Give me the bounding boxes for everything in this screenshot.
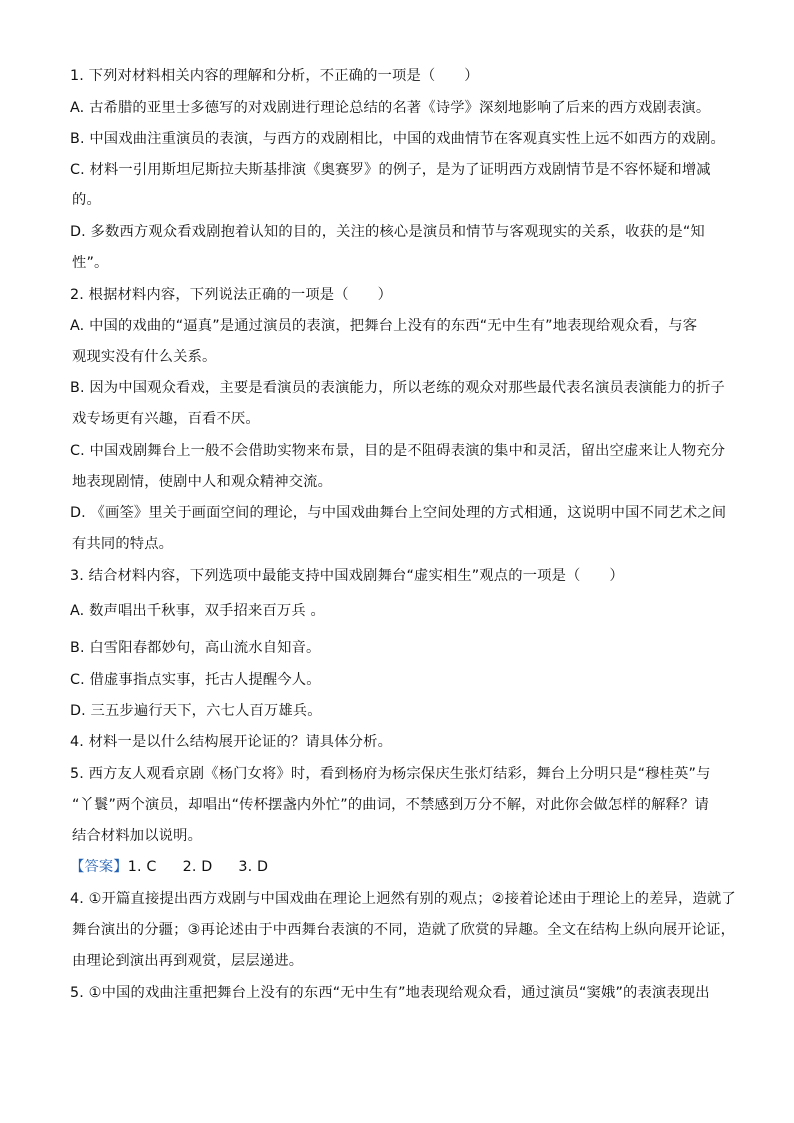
explanation-5-line-1: 5. ①中国的戏曲注重把舞台上没有的东西“无中生有”地表现给观众看，通过演员“窦娥”的表演表现出 xyxy=(70,985,710,1001)
explanation-4-line-3: 由理论到演出再到观赏，层层递进。 xyxy=(72,953,304,969)
question-3-stem: 3. 结合材料内容，下列选项中最能支持中国戏剧舞台“虚实相生”观点的一项是（ ） xyxy=(70,568,624,584)
question-1-option-c-cont: 的。 xyxy=(72,192,101,208)
question-5-stem-line-1: 5. 西方友人观看京剧《杨门女将》时，看到杨府为杨宗保庆生张灯结彩，舞台上分明只是“穆桂英”与 xyxy=(70,766,711,782)
question-5-stem-line-3: 结合材料加以说明。 xyxy=(72,828,203,844)
question-2-option-a: A. 中国的戏曲的“逼真”是通过演员的表演，把舞台上没有的东西“无中生有”地表现给观众看，与客 xyxy=(70,318,698,334)
answer-items xyxy=(128,859,294,875)
question-1-option-a: A. 古希腊的亚里士多德写的对戏剧进行理论总结的名著《诗学》深刻地影响了后来的西方戏剧表演。 xyxy=(70,100,711,116)
question-2-option-b-cont: 戏专场更有兴趣，百看不厌。 xyxy=(72,411,260,427)
question-4-stem: 4. 材料一是以什么结构展开论证的？请具体分析。 xyxy=(70,734,393,750)
question-2-option-b: B. 因为中国观众看戏，主要是看演员的表演能力，所以老练的观众对那些最代表名演员表演能力的折子 xyxy=(70,380,726,396)
explanation-4-line-1: 4. ①开篇直接提出西方戏剧与中国戏曲在理论上迥然有别的观点；②接着论述由于理论上的差异，造就了 xyxy=(70,891,736,907)
question-2-option-d: D. 《画筌》里关于画面空间的理论，与中国戏曲舞台上空间处理的方式相通，这说明中国不同艺术之间 xyxy=(70,505,727,521)
question-3-option-c: C. 借虚事指点实事，托古人提醒今人。 xyxy=(70,672,321,688)
answer-item: 3. D xyxy=(238,859,269,875)
question-1-option-b: B. 中国戏曲注重演员的表演，与西方的戏剧相比，中国的戏曲情节在客观真实性上远不如西方的戏剧。 xyxy=(70,131,726,147)
question-3-option-d: D. 三五步遍行天下，六七人百万雄兵。 xyxy=(70,703,322,719)
question-2-stem: 2. 根据材料内容，下列说法正确的一项是（ ） xyxy=(70,287,393,303)
question-2-option-c-cont: 地表现剧情，使剧中人和观众精神交流。 xyxy=(72,474,333,490)
answer-item: 1. C xyxy=(127,859,157,875)
question-2-option-d-cont: 有共同的特点。 xyxy=(72,536,174,552)
question-2-option-a-cont: 观现实没有什么关系。 xyxy=(72,349,217,365)
question-1-option-d: D. 多数西方观众看戏剧抱着认知的目的，关注的核心是演员和情节与客观现实的关系，收获的是“知 xyxy=(70,224,705,240)
question-2-option-c: C. 中国戏剧舞台上一般不会借助实物来布景，目的是不阻碍表演的集中和灵活，留出空虚来让人物充分 xyxy=(70,443,726,459)
question-3-option-a: A. 数声唱出千秋事，双手招来百万兵 。 xyxy=(70,603,325,619)
explanation-4-line-2: 舞台演出的分疆；③再论述由于中西舞台表演的不同，造就了欣赏的异趣。全文在结构上纵向展开论证， xyxy=(72,922,736,938)
question-3-option-b: B. 白雪阳春都妙句，高山流水自知音。 xyxy=(70,640,321,656)
answer-tag: 【答案】 xyxy=(70,859,128,875)
answer-line xyxy=(70,857,294,877)
question-1-option-c: C. 材料一引用斯坦尼斯拉夫斯基排演《奥赛罗》的例子，是为了证明西方戏剧情节是不容怀疑和增减 xyxy=(70,162,711,178)
question-1-stem: 1. 下列对材料相关内容的理解和分析，不正确的一项是（ ） xyxy=(70,68,479,84)
question-1-option-d-cont: 性”。 xyxy=(72,255,109,271)
answer-item: 2. D xyxy=(182,859,213,875)
question-5-stem-line-2: “丫鬟”两个演员，却唱出“传杯摆盏内外忙”的曲词，不禁感到万分不解，对此你会做怎样的解释？请 xyxy=(72,797,709,813)
